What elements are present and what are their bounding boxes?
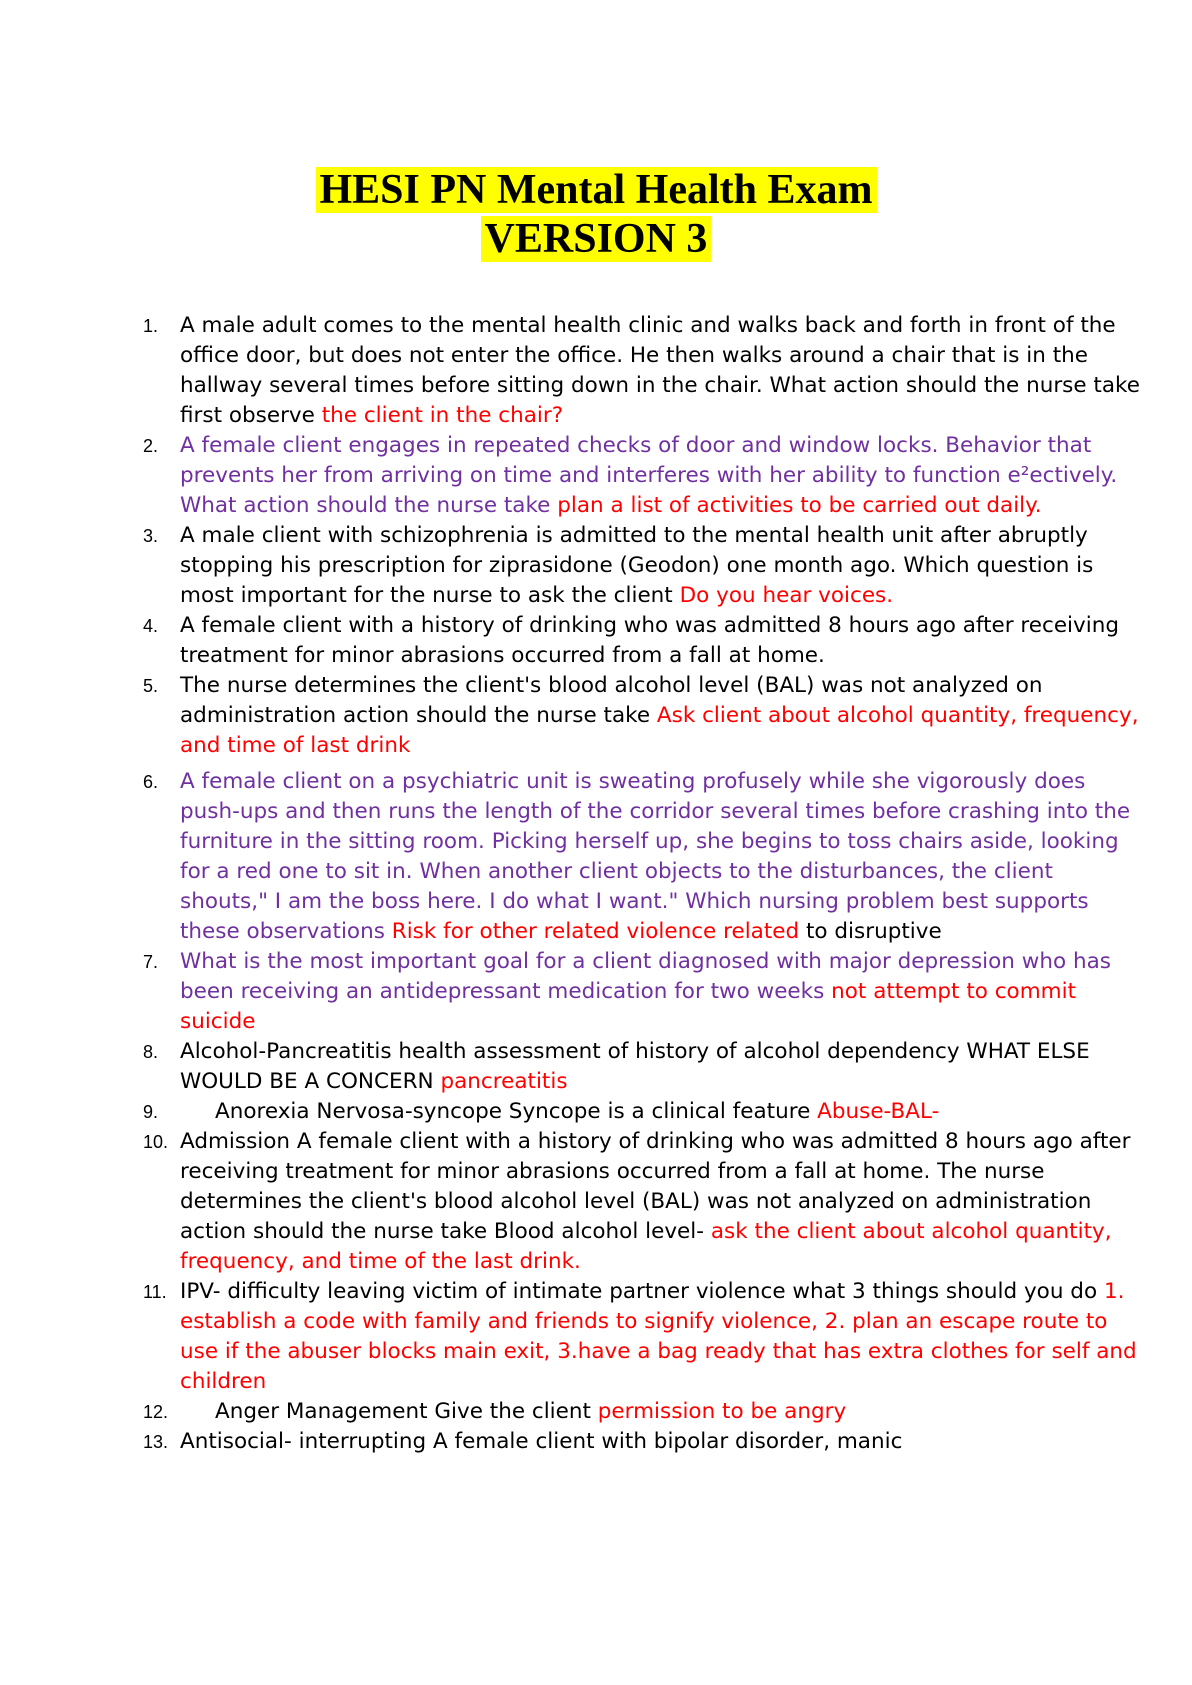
item-number: 13. bbox=[143, 1432, 169, 1452]
item-text: Anorexia Nervosa-syncope Syncope is a clinical feature bbox=[215, 1099, 818, 1124]
item-number: 1. bbox=[143, 316, 159, 336]
list-item bbox=[143, 767, 1143, 947]
item-answer: ask the client about alcohol quantity, frequency, and time of the last drink. bbox=[180, 1219, 1112, 1274]
title-line-2-text: VERSION 3 bbox=[481, 216, 712, 262]
item-answer: the client in the chair? bbox=[321, 403, 564, 428]
item-answer: plan a list of activities to be carried out daily. bbox=[557, 493, 1042, 518]
item-text: The nurse determines the client's blood alcohol level (BAL) was not analyzed on administration action should the nurse take bbox=[180, 673, 1043, 728]
item-body bbox=[180, 1097, 939, 1127]
item-number: 4. bbox=[143, 616, 159, 636]
item-text: A male client with schizophrenia is admitted to the mental health unit after abruptly stopping his prescription for ziprasidone (Geodon) one month ago. Which question is most important for the nurse to ask the client bbox=[180, 523, 1094, 608]
item-text: What is the most important goal for a client diagnosed with major depression who has been receiving an antidepressant medication for two weeks bbox=[180, 949, 1111, 1004]
question-list bbox=[143, 311, 1143, 1457]
item-text: Anger Management Give the client bbox=[215, 1399, 598, 1424]
item-text: Antisocial- interrupting A female client with bipolar disorder, manic bbox=[180, 1429, 903, 1454]
list-item bbox=[143, 1037, 1143, 1097]
item-answer: Do you hear voices. bbox=[679, 583, 894, 608]
item-answer: Risk for other related violence related bbox=[391, 919, 800, 944]
item-number: 5. bbox=[143, 676, 159, 696]
item-number: 9. bbox=[143, 1102, 159, 1122]
item-number: 6. bbox=[143, 772, 159, 792]
item-number: 10. bbox=[143, 1132, 169, 1152]
list-item bbox=[143, 611, 1143, 671]
item-text: A female client with a history of drinking who was admitted 8 hours ago after receiving treatment for minor abrasions occurred from a fall at home. bbox=[180, 613, 1119, 668]
list-item bbox=[143, 947, 1143, 1037]
item-answer: permission to be angry bbox=[597, 1399, 847, 1424]
item-text: A female client on a psychiatric unit is sweating profusely while she vigorously does push-ups and then runs the length of the corridor several times before crashing into the furniture in the sitting room. Picking herself up, she begins to toss chairs aside, looking for a red one to sit in. When another client objects to the disturbances, the client shouts," I am the boss here. I do what I want." Which nursing problem best supports these observations bbox=[180, 769, 1131, 944]
list-item bbox=[143, 1277, 1143, 1397]
title-line-1-text: HESI PN Mental Health Exam bbox=[316, 167, 877, 213]
item-answer: pancreatitis bbox=[440, 1069, 568, 1094]
item-number: 7. bbox=[143, 952, 159, 972]
title-line-2 bbox=[0, 215, 1192, 263]
list-item bbox=[143, 1427, 1143, 1457]
item-number: 3. bbox=[143, 526, 159, 546]
item-body bbox=[180, 1397, 846, 1427]
item-text: Alcohol-Pancreatitis health assessment of history of alcohol dependency WHAT ELSE WOULD BE A CONCERN bbox=[180, 1039, 1090, 1094]
item-number: 8. bbox=[143, 1042, 159, 1062]
list-item bbox=[143, 431, 1143, 521]
item-text: A male adult comes to the mental health clinic and walks back and forth in front of the office door, but does not enter the office. He then walks around a chair that is in the hallway several times before sitting down in the chair. What action should the nurse take first observe bbox=[180, 313, 1140, 428]
item-text: IPV- difficulty leaving victim of intimate partner violence what 3 things should you do bbox=[180, 1279, 1104, 1304]
list-item bbox=[143, 1397, 1143, 1427]
item-number: 11. bbox=[143, 1282, 167, 1302]
item-text: Admission A female client with a history of drinking who was admitted 8 hours ago after receiving treatment for minor abrasions occurred from a fall at home. The nurse determines the client's blood alcohol level (BAL) was not analyzed on administration action should the nurse take Blood alcohol level- bbox=[180, 1129, 1131, 1244]
item-answer: 1. establish a code with family and friends to signify violence, 2. plan an escape route to use if the abuser blocks main exit, 3.have a bag ready that has extra clothes for self and children bbox=[180, 1279, 1137, 1394]
item-text: A female client engages in repeated checks of door and window locks. Behavior that prevents her from arriving on time and interferes with her ability to function e²ectively. What action should the nurse take bbox=[180, 433, 1118, 518]
item-number: 2. bbox=[143, 436, 159, 456]
item-answer: not attempt to commit suicide bbox=[180, 979, 1077, 1034]
list-item bbox=[143, 521, 1143, 611]
list-item bbox=[143, 1097, 1143, 1127]
item-text-tail: to disruptive bbox=[799, 919, 942, 944]
list-item bbox=[143, 671, 1143, 761]
title-line-1 bbox=[0, 166, 1192, 214]
item-answer: Ask client about alcohol quantity, frequency, and time of last drink bbox=[180, 703, 1139, 758]
list-item bbox=[143, 311, 1143, 431]
item-number: 12. bbox=[143, 1402, 169, 1422]
item-answer: Abuse-BAL- bbox=[817, 1099, 940, 1124]
list-item bbox=[143, 1127, 1143, 1277]
